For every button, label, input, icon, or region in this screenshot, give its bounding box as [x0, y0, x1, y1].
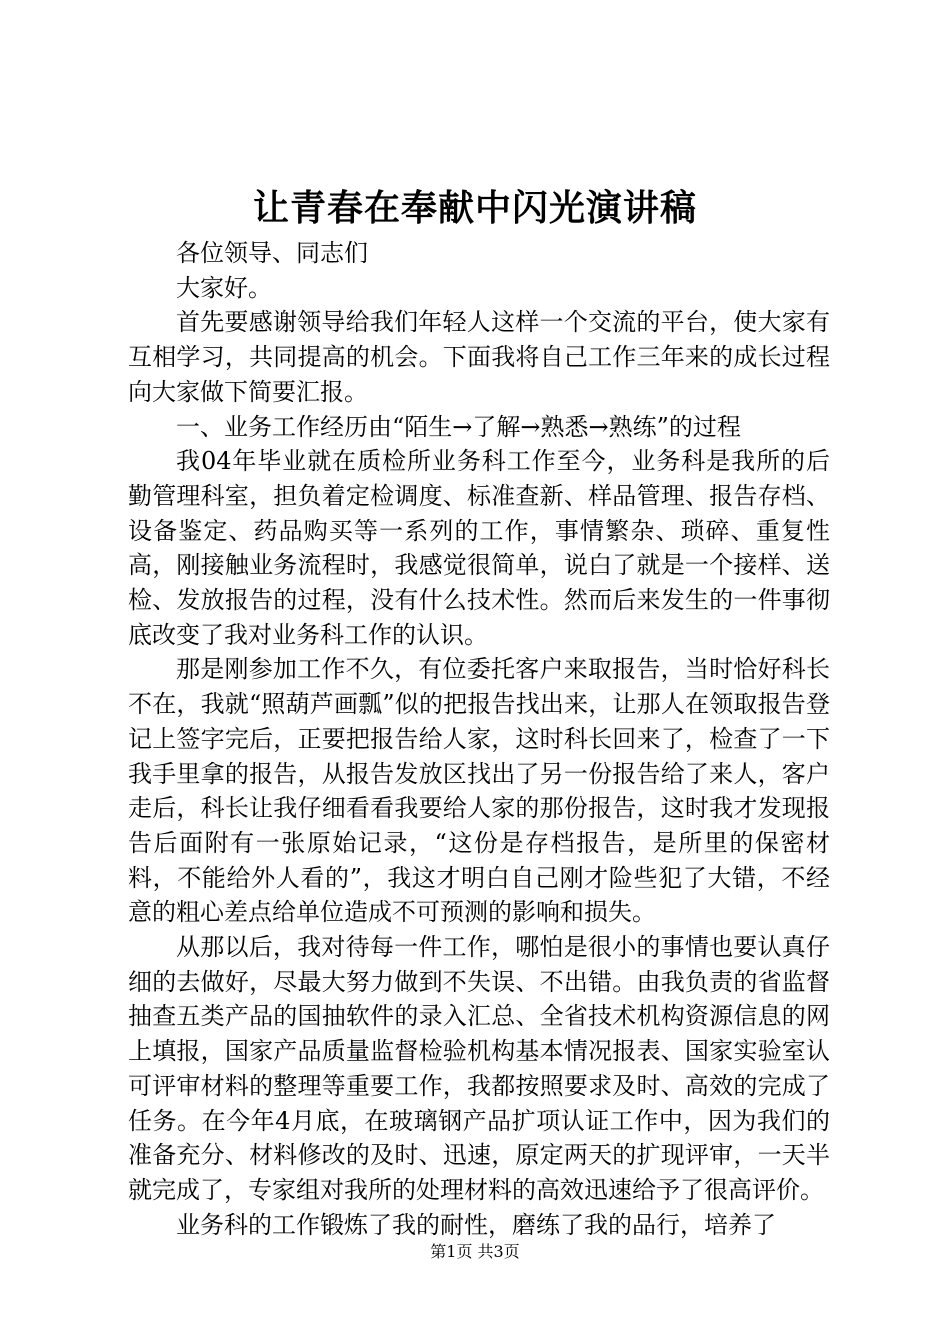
- body-paragraph: 那是刚参加工作不久，有位委托客户来取报告，当时恰好科长不在，我就“照葫芦画瓢”似的把报告找出来，让那人在领取报告登记上签字完后，正要把报告给人家，这时科长回来了，检查了一下我手里拿的报告，从报告发放区找出了另一份报告给了来人，客户走后，科长让我仔细看看我要给人家的那份报告，这时我才发现报告后面附有一张原始记录，“这份是存档报告，是所里的保密材料，不能给外人看的”，我这才明白自己刚才险些犯了大错，不经意的粗心差点给单位造成不可预测的影响和损失。: [128, 655, 830, 927]
- page-number-footer: 第1页 共3页: [430, 1242, 520, 1261]
- greeting-paragraph: 各位领导、同志们: [176, 239, 368, 267]
- document-body: [128, 236, 830, 1242]
- salutation-paragraph: 大家好。: [176, 273, 272, 302]
- section-heading: 一、业务工作经历由“陌生→了解→熟悉→熟练”的过程: [176, 412, 741, 441]
- body-paragraph: 业务科的工作锻炼了我的耐性，磨练了我的品行，培养了: [176, 1210, 776, 1239]
- body-paragraph: 我04年毕业就在质检所业务科工作至今，业务科是我所的后勤管理科室，担负着定检调度、标准查新、样品管理、报告存档、设备鉴定、药品购买等一系列的工作，事情繁杂、琐碎、重复性高，刚接触业务流程时，我感觉很简单，说白了就是一个接样、送检、发放报告的过程，没有什么技术性。然而后来发生的一件事彻底改变了我对业务科工作的认识。: [128, 447, 830, 649]
- body-paragraph: 从那以后，我对待每一件工作，哪怕是很小的事情也要认真仔细的去做好，尽最大努力做到不失误、不出错。由我负责的省监督抽查五类产品的国抽软件的录入汇总、全省技术机构资源信息的网上填报，国家产品质量监督检验机构基本情况报表、国家实验室认可评审材料的整理等重要工作，我都按照要求及时、高效的完成了任务。在今年4月底，在玻璃钢产品扩项认证工作中，因为我们的准备充分、材料修改的及时、迅速，原定两天的扩现评审，一天半就完成了，专家组对我所的处理材料的高效迅速给予了很高评价。: [128, 933, 830, 1204]
- intro-paragraph: 首先要感谢领导给我们年轻人这样一个交流的平台，使大家有互相学习，共同提高的机会。下面我将自己工作三年来的成长过程向大家做下简要汇报。: [128, 308, 830, 406]
- document-title: 让青春在奉献中闪光演讲稿: [252, 187, 697, 229]
